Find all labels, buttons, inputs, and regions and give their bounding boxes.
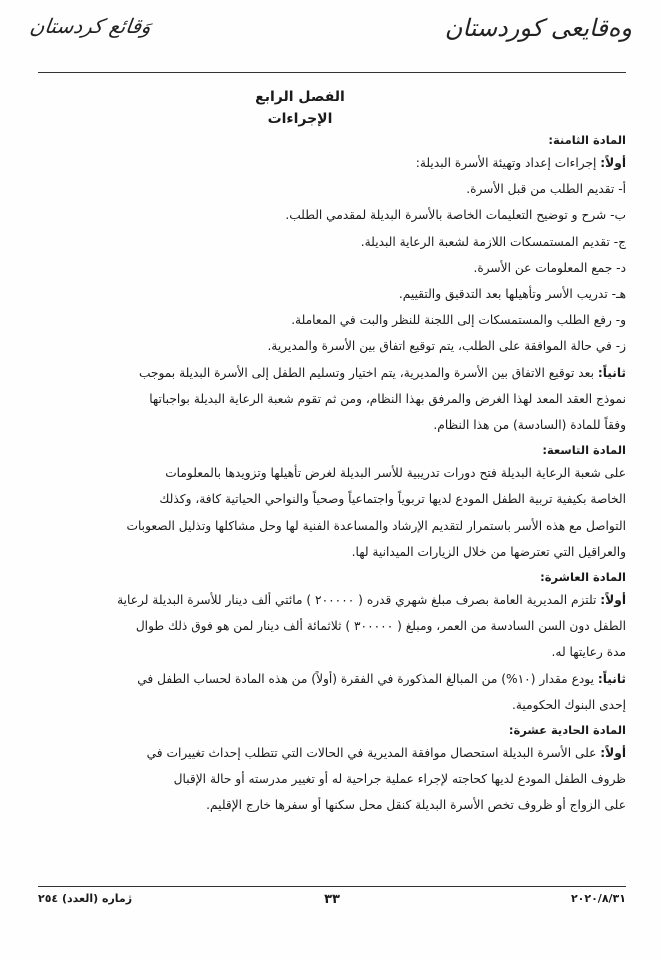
list-item: هـ- تدريب الأسر وتأهيلها بعد التدقيق والتقييم. (398, 287, 626, 302)
article-title: المادة الثامنة: (548, 133, 626, 147)
list-item: أ- تقديم الطلب من قبل الأسرة. (466, 182, 626, 197)
list-item: و- رفع الطلب والمستمسكات إلى اللجنة للنظر والبت في المعاملة. (291, 313, 626, 328)
gazette-logo-kurdish: وەقایعی کوردستان (444, 14, 632, 42)
clause-text: بعد توقيع الاتفاق بين الأسرة والمديرية، يتم اختيار وتسليم الطفل إلى الأسرة البديلة بموجب (138, 365, 598, 380)
clause-text: إجراءات إعداد وتهيئة الأسرة البديلة: (415, 156, 601, 170)
list-item: د- جمع المعلومات عن الأسرة. (473, 260, 626, 275)
clause-label: أولاً: (600, 156, 626, 170)
paragraph-line: نموذج العقد المعد لهذا الغرض والمرفق بهذا النظام، ومن ثم تقوم شعبة الرعاية البديلة بواجباتها (149, 391, 626, 406)
chapter-heading (240, 86, 360, 130)
header-divider (38, 72, 626, 73)
paragraph-line: ظروف الطفل المودع لديها كحاجته لإجراء عملية جراحية له أو تغيير مدرسته أو حالة الإقبال (173, 772, 626, 787)
list-item: ز- في حالة الموافقة على الطلب، يتم توقيع اتفاق بين الأسرة والمديرية. (267, 339, 626, 354)
clause-label: ثانياً: (597, 365, 626, 380)
page-header (0, 0, 660, 78)
paragraph (34, 740, 626, 766)
issue-number: ژماره (العدد) ٢٥٤ (38, 892, 133, 905)
paragraph-line: مدة رعايتها له. (551, 645, 626, 660)
paragraph-line: على الزواج أو ظروف تخص الأسرة البديلة كنقل محل سكنها أو سفرها خارج الإقليم. (206, 798, 626, 813)
clause-text: يودع مقدار (١٠%) من المبالغ المذكورة في الفقرة (أولاً) من هذه المادة لحساب الطفل في (137, 671, 598, 686)
clause-label: أولاً: (600, 746, 626, 761)
paragraph-line: التواصل مع هذه الأسر باستمرار لتقديم الإرشاد والمساعدة الفنية لها وحل مشاكلها وتذليل الصعوبات (126, 518, 626, 533)
paragraph (34, 587, 626, 613)
paragraph-line: وفقاً للمادة (السادسة) من هذا النظام. (433, 418, 626, 433)
page-number: ٣٣ (324, 892, 340, 907)
paragraph-line: على شعبة الرعاية البديلة فتح دورات تدريبية للأسر البديلة لغرض تأهيلها وتزويدها بالمعلومات (165, 466, 626, 481)
paragraph (34, 360, 626, 386)
chapter-subtitle: الإجراءات (267, 111, 333, 127)
footer-divider (38, 886, 626, 887)
document-body (34, 128, 626, 819)
article-title: المادة التاسعة: (542, 443, 626, 458)
clause-text: على الأسرة البديلة استحصال موافقة المديرية في الحالات التي تتطلب إحداث تغييرات في (146, 746, 601, 761)
paragraph (34, 150, 626, 176)
page-footer (38, 892, 626, 916)
list-item: ب- شرح و توضيح التعليمات الخاصة بالأسرة البديلة لمقدمي الطلب. (285, 208, 626, 223)
clause-label: أولاً: (600, 593, 626, 608)
gazette-logo-arabic: وَقائع كردستان (28, 14, 153, 38)
paragraph-line: الخاصة بكيفية تربية الطفل المودع لديها تربوياً واجتماعياً وصحياً والنواحي الحياتية كافة، وكذلك (159, 492, 626, 507)
chapter-title: الفصل الرابع (255, 89, 345, 105)
clause-label: ثانياً: (597, 671, 626, 686)
list-item: ج- تقديم المستمسكات اللازمة لشعبة الرعاية البديلة. (360, 234, 626, 249)
publication-date: ٢٠٢٠/٨/٣١ (570, 892, 626, 905)
article-title: المادة العاشرة: (540, 570, 626, 585)
clause-text: تلتزم المديرية العامة بصرف مبلغ شهري قدره ( ٢٠٠٠٠٠ ) مائتي ألف دينار للأسرة البديلة لرعاية (117, 593, 601, 608)
paragraph (34, 666, 626, 692)
paragraph-line: الطفل دون السن السادسة من العمر، ومبلغ ( ٣٠٠٠٠٠ ) ثلاثمائة ألف دينار لمن هو فوق ذلك طوال (135, 619, 626, 634)
article-title: المادة الحادية عشرة: (508, 723, 626, 738)
paragraph-line: إحدى البنوك الحكومية. (511, 697, 626, 712)
paragraph-line: والعراقيل التي تعترضها من خلال الزيارات الميدانية لها. (351, 544, 626, 559)
